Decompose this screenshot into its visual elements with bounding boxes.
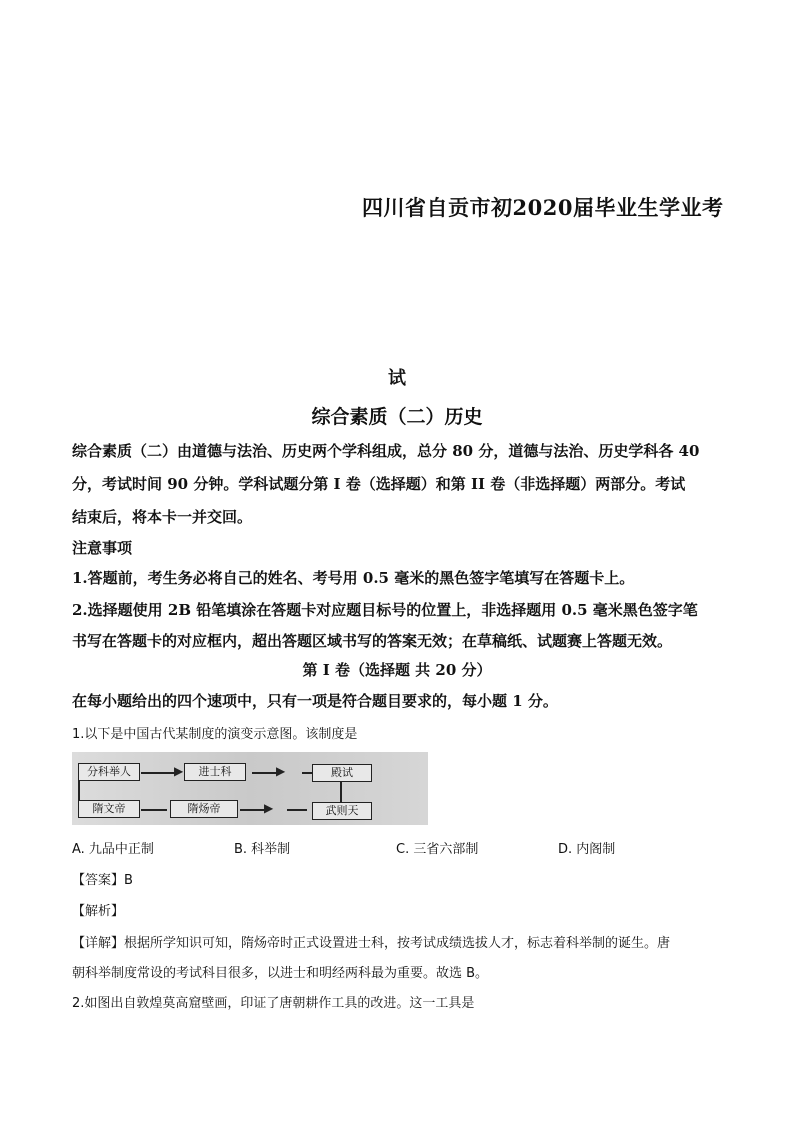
notice-item-2-line-1: 2.选择题使用 2B 铅笔填涂在答题卡对应题目标号的位置上，非选择题用 0.5 毫米黑色签字笔 [72, 601, 698, 619]
intro-line-1: 综合素质（二）由道德与法治、历史两个学科组成，总分 80 分，道德与法治、历史学科各 40 [72, 442, 700, 460]
diagram-box-bottom-1: 隋文帝 [78, 800, 140, 818]
analysis-label: 【解析】 [72, 904, 125, 919]
option-a: A. 九品中正制 [72, 842, 154, 857]
exam-title-continuation: 试 [388, 368, 406, 389]
detail-line-2: 朝科举制度常设的考试科目很多，以进士和明经两科最为重要。故选 B。 [72, 966, 489, 981]
diagram-connector [340, 782, 342, 802]
diagram-box-top-1: 分科举人 [78, 763, 140, 781]
diagram-connector [141, 809, 167, 811]
section-title: 第 I 卷（选择题 共 20 分） [302, 661, 492, 679]
question-1-diagram [72, 752, 428, 825]
notice-item-2-line-2: 书写在答题卡的对应框内，超出答题区域书写的答案无效；在草稿纸、试题赛上答题无效。 [72, 632, 673, 650]
option-c: C. 三省六部制 [396, 842, 479, 857]
diagram-box-top-2: 进士科 [184, 763, 246, 781]
option-b: B. 科举制 [234, 842, 291, 857]
section-instruction: 在每小题给出的四个速项中，只有一项是符合题目要求的，每小题 1 分。 [72, 692, 558, 710]
subject-title: 综合素质（二）历史 [311, 406, 483, 428]
arrow-right-icon: ▶ [264, 801, 274, 815]
arrow-right-icon: ▶ [174, 764, 184, 778]
diagram-box-bottom-3: 武则天 [312, 802, 372, 820]
option-d: D. 内阁制 [558, 842, 616, 857]
diagram-arrow-line [287, 809, 307, 811]
notice-heading: 注意事项 [72, 539, 133, 557]
notice-item-1: 1.答题前，考生务必将自己的姓名、考号用 0.5 毫米的黑色签字笔填写在答题卡上。 [72, 569, 635, 587]
intro-line-2: 分，考试时间 90 分钟。学科试题分第 I 卷（选择题）和第 II 卷（非选择题）两部分。考试 [72, 475, 686, 493]
answer-label: 【答案】B [72, 873, 133, 888]
diagram-connector [78, 780, 80, 800]
arrow-right-icon: ▶ [276, 764, 286, 778]
exam-title: 四川省自贡市初2020届毕业生学业考 [362, 195, 724, 220]
question-2-stem: 2.如图出自敦煌莫高窟壁画，印证了唐朝耕作工具的改进。这一工具是 [72, 996, 475, 1011]
intro-line-3: 结束后，将本卡一并交回。 [72, 508, 253, 526]
question-1-stem: 1.以下是中国古代某制度的演变示意图。该制度是 [72, 727, 358, 742]
detail-line-1: 【详解】根据所学知识可知，隋炀帝时正式设置进士科，按考试成绩选拔人才，标志着科举制的诞生。唐 [72, 936, 671, 951]
diagram-box-top-3: 殿试 [312, 764, 372, 782]
diagram-box-bottom-2: 隋炀帝 [170, 800, 238, 818]
